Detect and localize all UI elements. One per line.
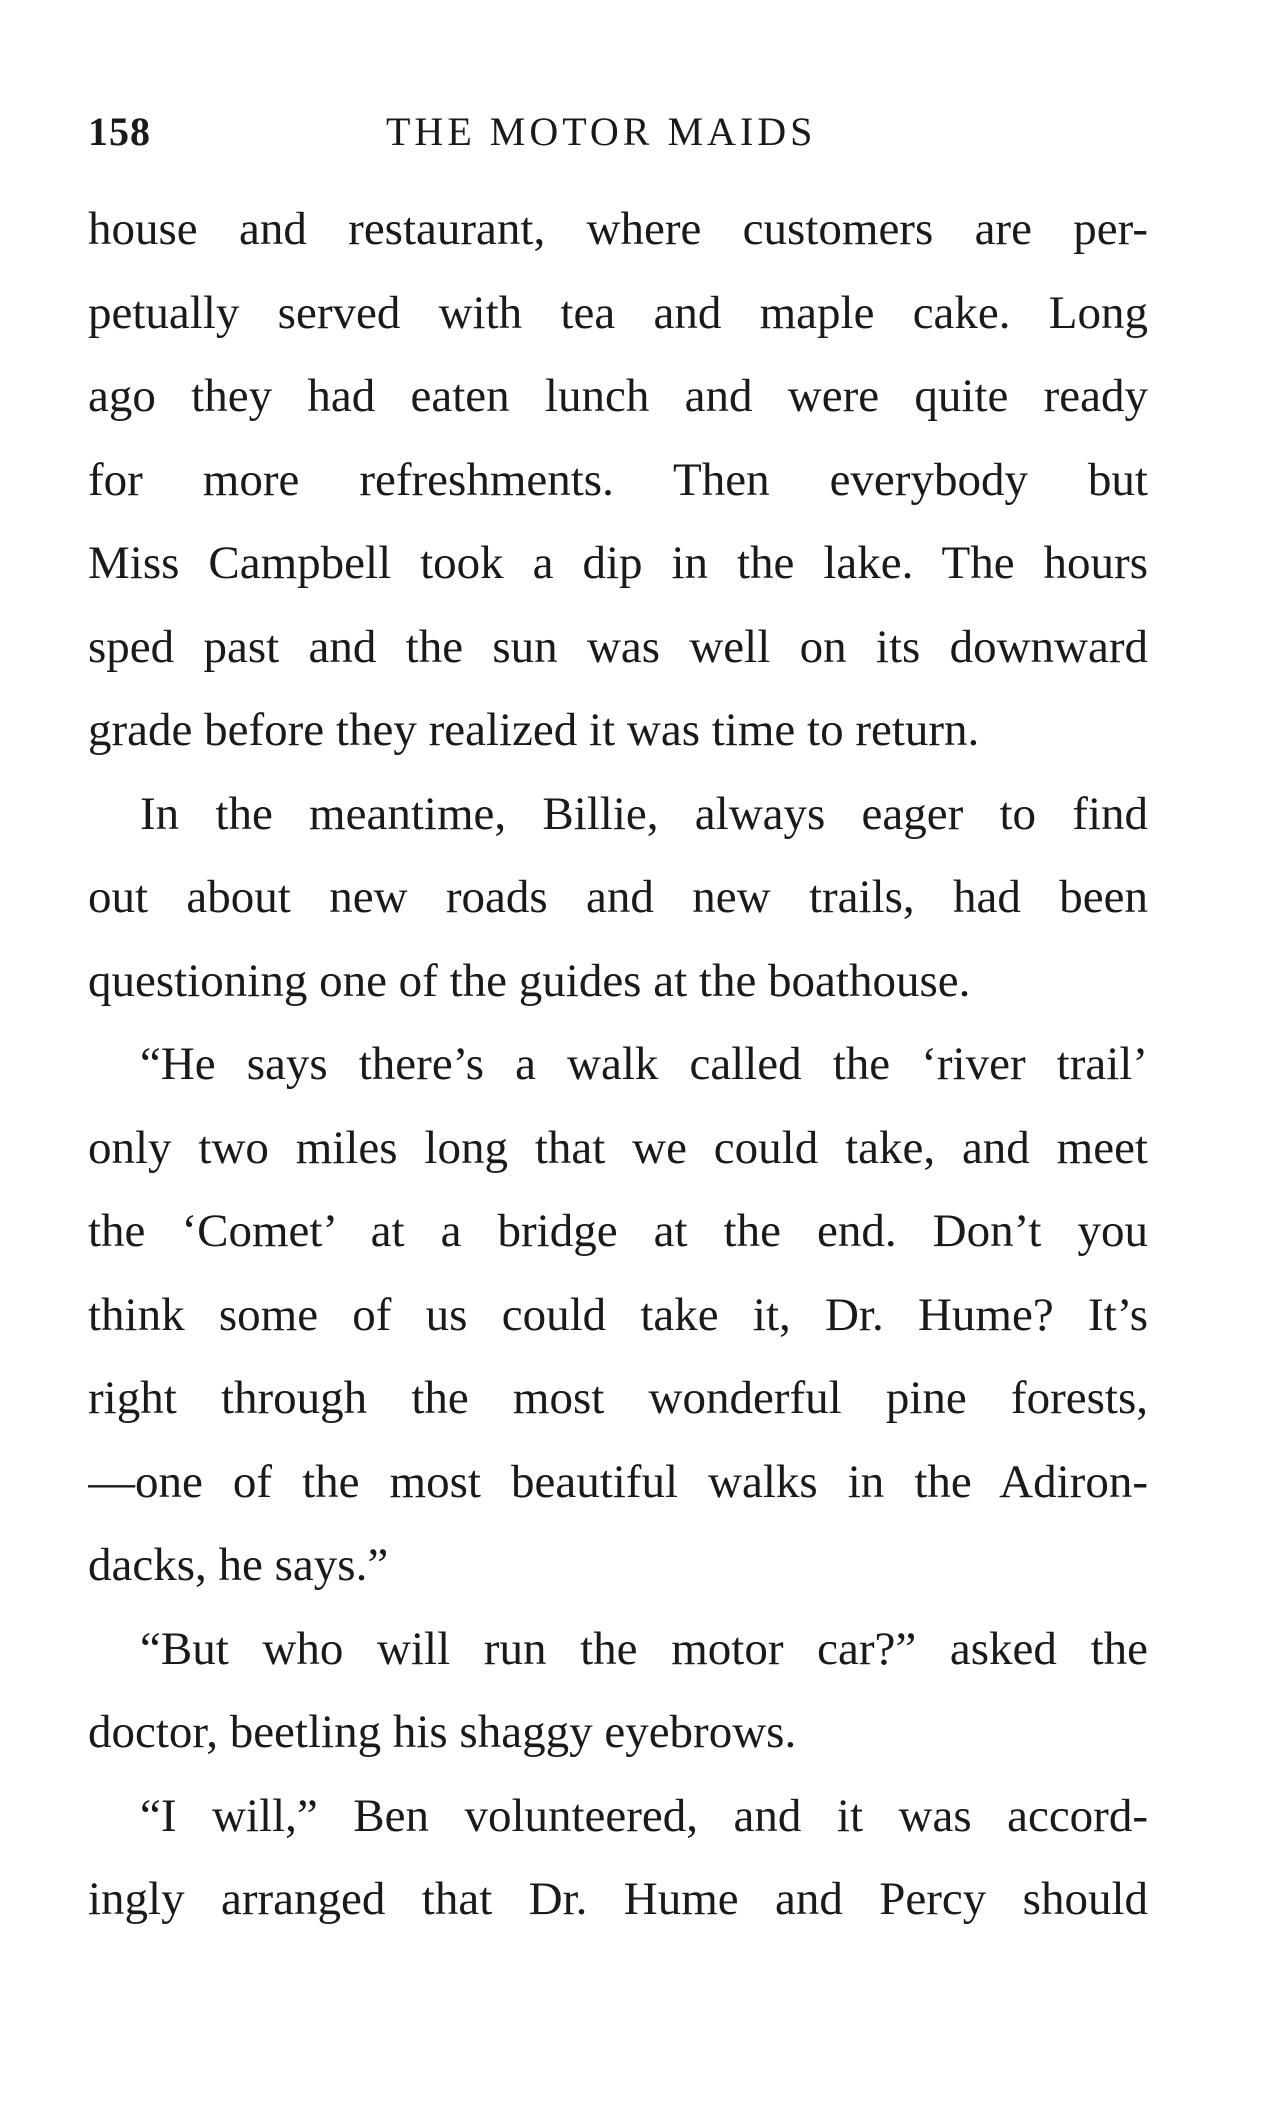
body-text [88,188,1148,1942]
text-line: only two miles long that we could take, and meet [88,1121,1148,1174]
text-line: for more refreshments. Then everybody but [88,453,1148,506]
text-line: out about new roads and new trails, had been [88,871,1148,923]
text-line: Miss Campbell took a dip in the lake. The hours [88,537,1148,589]
text-line: ago they had eaten lunch and were quite ready [88,370,1148,422]
text-line: doctor, beetling his shaggy eyebrows. [88,1706,797,1758]
text-line: ingly arranged that Dr. Hume and Percy should [88,1873,1148,1925]
text-line: sped past and the sun was well on its downward [88,620,1148,673]
text-line: grade before they realized it was time to return. [88,704,980,756]
text-line: “He says there’s a walk called the ‘river trail’ [140,1038,1148,1090]
text-line: right through the most wonderful pine forests, [88,1372,1148,1424]
text-line: dacks, he says.” [88,1539,389,1591]
text-line: “But who will run the motor car?” asked the [140,1622,1148,1675]
text-line: petually served with tea and maple cake. Long [88,286,1148,339]
running-title: THE MOTOR MAIDS [386,109,817,154]
text-line: “I will,” Ben volunteered, and it was accord- [140,1789,1148,1842]
text-line: the ‘Comet’ at a bridge at the end. Don’t you [88,1205,1148,1257]
text-line: questioning one of the guides at the boathouse. [88,954,971,1007]
page-number: 158 [88,109,151,154]
text-line: —one of the most beautiful walks in the Adiron- [88,1455,1148,1508]
text-line: In the meantime, Billie, always eager to find [140,787,1148,840]
page-header [88,108,1148,168]
text-line: house and restaurant, where customers are per- [88,203,1148,255]
text-line: think some of us could take it, Dr. Hume? It’s [88,1288,1148,1341]
